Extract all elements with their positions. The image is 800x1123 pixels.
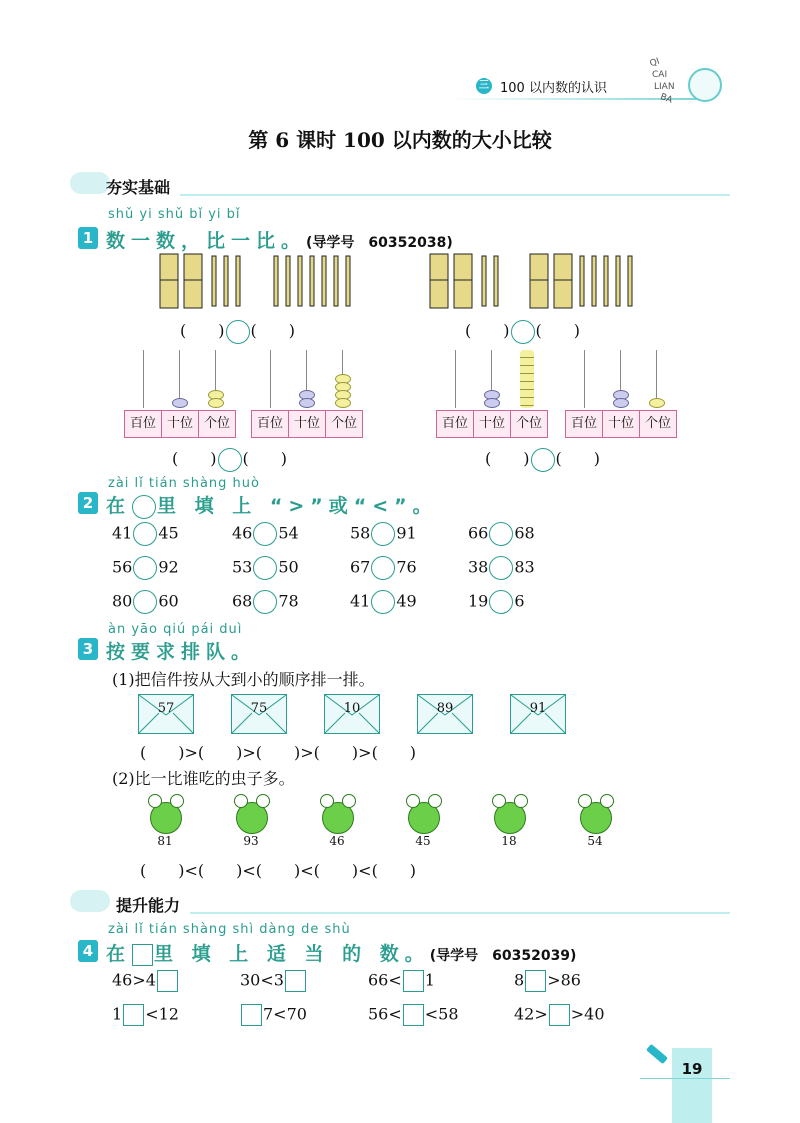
- q4-pinyin: zài lǐ tián shàng shì dàng de shù: [108, 922, 351, 937]
- q2-grid: 41 45 46 54 58 91 66 68 56 92 53 50 67 76 38 83 80 60 68 78 41 49 19 6: [112, 522, 672, 624]
- unit-title: 100 以内数的认识: [500, 81, 607, 96]
- section-basic-bar: [70, 172, 730, 196]
- q3-part1: (1)把信件按从大到小的顺序排一排。: [112, 670, 375, 689]
- q1-compare-sticks-left[interactable]: ( ) ( ): [180, 318, 295, 344]
- cloud-icon: [70, 172, 110, 194]
- answer-circle[interactable]: [133, 522, 157, 546]
- q1-compare-abacus-right[interactable]: ( ) ( ): [485, 446, 600, 472]
- q4-ref: (导学号 60352039): [429, 948, 577, 964]
- answer-box[interactable]: [157, 970, 178, 992]
- compare-circle[interactable]: [226, 320, 250, 344]
- q1-compare-abacus-left[interactable]: ( ) ( ): [172, 446, 287, 472]
- answer-box[interactable]: [549, 1004, 570, 1026]
- q1-ref: (导学号 60352038): [306, 235, 453, 251]
- answer-box[interactable]: [403, 1004, 424, 1026]
- box-symbol-icon: [132, 944, 153, 966]
- q3-number: 3: [78, 638, 98, 660]
- envelope: 89: [417, 694, 473, 734]
- mascot-face-icon: [688, 68, 722, 102]
- q4-number: 4: [78, 940, 98, 962]
- abacus-3: 百位 十位 个位: [437, 350, 552, 440]
- q2-pinyin: zài lǐ tián shàng huò: [108, 476, 260, 491]
- abacus-4: 百位 十位 个位: [566, 350, 681, 440]
- answer-box[interactable]: [123, 1004, 144, 1026]
- frog-row: [140, 790, 640, 852]
- frog-icon: 46: [312, 790, 362, 838]
- answer-circle[interactable]: [489, 590, 513, 614]
- answer-circle[interactable]: [133, 556, 157, 580]
- q3-part2-blanks[interactable]: ( )<( )<( )<( )<( ): [140, 861, 417, 880]
- answer-circle[interactable]: [133, 590, 157, 614]
- q2-instruction: 在 里 填 上 “>”或“<”。: [106, 495, 438, 517]
- q2-number: 2: [78, 492, 98, 514]
- q1-number: 1: [78, 227, 98, 249]
- brand-logo: QI CAI LIAN BA: [640, 40, 730, 130]
- circle-symbol-icon: [132, 495, 156, 519]
- page-number-tab: [672, 1048, 712, 1123]
- cloud-icon: [70, 890, 110, 912]
- abacus-1: 百位 十位 个位: [125, 350, 240, 440]
- answer-box[interactable]: [525, 970, 546, 992]
- frog-icon: 93: [226, 790, 276, 838]
- answer-circle[interactable]: [253, 556, 277, 580]
- section-basic-label: 夯实基础: [106, 178, 171, 197]
- frog-icon: 18: [484, 790, 534, 838]
- answer-circle[interactable]: [371, 590, 395, 614]
- envelope: 91: [510, 694, 566, 734]
- page-number: 19: [681, 1060, 703, 1078]
- q4-grid: 46>4 30<3 66< 1 8 >86 1 <12 7<70 56< <58 42> >40: [112, 970, 672, 1050]
- answer-circle[interactable]: [253, 522, 277, 546]
- answer-circle[interactable]: [489, 522, 513, 546]
- envelope-row: [138, 694, 578, 736]
- q3-part1-blanks[interactable]: ( )>( )>( )>( )>( ): [140, 743, 417, 762]
- stick-bundles-right: [420, 250, 650, 312]
- compare-circle[interactable]: [511, 320, 535, 344]
- q1-compare-sticks-right[interactable]: ( ) ( ): [465, 318, 580, 344]
- answer-box[interactable]: [241, 1004, 262, 1026]
- lesson-title: 第 6 课时 100 以内数的大小比较: [248, 128, 552, 152]
- abacus-2: 百位 十位 个位: [252, 350, 367, 440]
- answer-circle[interactable]: [371, 556, 395, 580]
- answer-circle[interactable]: [253, 590, 277, 614]
- frog-icon: 81: [140, 790, 190, 838]
- stick-bundles-left: [150, 250, 370, 312]
- envelope: 57: [138, 694, 194, 734]
- section-advanced-bar: [70, 890, 730, 914]
- envelope: 10: [324, 694, 380, 734]
- answer-box[interactable]: [285, 970, 306, 992]
- answer-circle[interactable]: [489, 556, 513, 580]
- section-advanced-label: 提升能力: [116, 896, 181, 915]
- unit-icon: 三: [476, 78, 492, 94]
- answer-box[interactable]: [403, 970, 424, 992]
- q4-instruction: 在 里 填 上 适 当 的 数。(导学号 60352039): [106, 943, 577, 965]
- q3-pinyin: àn yāo qiú pái duì: [108, 622, 243, 637]
- q1-pinyin: shǔ yi shǔ bǐ yi bǐ: [108, 207, 241, 222]
- answer-circle[interactable]: [371, 522, 395, 546]
- q3-part2: (2)比一比谁吃的虫子多。: [112, 769, 295, 788]
- q1-instruction: 数一数，比一比。(导学号 60352038): [106, 230, 453, 252]
- q3-instruction: 按要求排队。: [106, 641, 257, 663]
- compare-circle[interactable]: [218, 448, 242, 472]
- frog-icon: 54: [570, 790, 620, 838]
- frog-icon: 45: [398, 790, 448, 838]
- compare-circle[interactable]: [531, 448, 555, 472]
- envelope: 75: [231, 694, 287, 734]
